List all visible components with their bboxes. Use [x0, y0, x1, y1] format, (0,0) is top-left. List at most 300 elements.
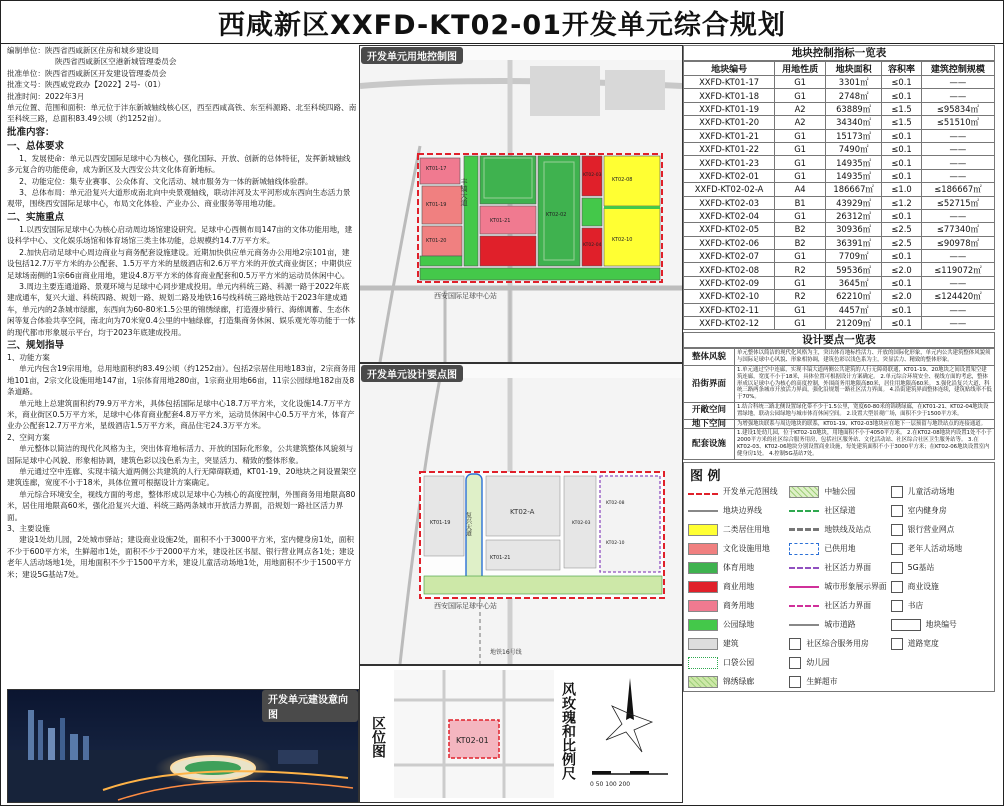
road-label: 丰镐大道	[460, 178, 468, 206]
legend-label: 已供用地	[824, 544, 856, 554]
legend-item	[688, 540, 787, 558]
meta-line: 单元位置、范围和面积：单元位于沣东新城轴线核心区，西至西咸高铁、东至科源路、北至科统四路、南至科统三路，总面积83.49公顷（约1252亩）。	[7, 103, 357, 124]
paragraph: 2、功能定位：集专业赛事、公众体育、文化活动、城市服务为一体的新城轴线体验群。	[19, 176, 313, 186]
table-cell: 14935㎡	[826, 156, 882, 169]
legend-swatch	[891, 486, 903, 498]
design-points-map	[359, 363, 683, 665]
section-heading: 批准内容：	[7, 126, 55, 138]
table-cell: 21209㎡	[826, 317, 882, 330]
sub-heading: 3、主要设施	[7, 524, 50, 534]
location-map	[394, 670, 554, 798]
design-value: 为增强地块联系与周边地块的联系，KT01-19、KT02-03地块应在地下一层预留与地铁站点的连接通道。	[735, 419, 995, 429]
legend-label: 幼儿园	[806, 658, 830, 668]
meta-line: 编制单位：陕西省西咸新区住房和城乡建设局	[7, 46, 159, 55]
legend-item	[789, 559, 888, 577]
parcel-label: KT01-21	[490, 555, 511, 561]
legend-label: 社区活力界面	[824, 601, 872, 611]
legend-label: 商业设施	[907, 582, 939, 592]
road-label: 复兴大道	[464, 512, 472, 536]
legend-label: 城市形象展示界面	[824, 582, 887, 592]
legend-label: 老年人活动场地	[907, 544, 963, 554]
legend-swatch	[688, 562, 718, 574]
table-cell: XXFD-KT02-05	[684, 223, 775, 236]
parcel-green	[420, 256, 462, 266]
table-cell: XXFD-KT01-21	[684, 129, 775, 142]
right-column	[683, 45, 999, 801]
legend-swatch	[789, 676, 801, 688]
table-cell: XXFD-KT02-12	[684, 317, 775, 330]
table-cell: ≤2.5	[882, 236, 922, 249]
table-cell: 30936㎡	[826, 223, 882, 236]
legend-label: 锦绣绿廊	[723, 677, 755, 687]
table-row	[684, 276, 995, 289]
parcel-label: KT02-A	[510, 508, 535, 516]
legend-item	[688, 559, 787, 577]
legend-label: 城市道路	[824, 620, 856, 630]
table-cell: ——	[921, 76, 994, 89]
table-row	[684, 129, 995, 142]
design-row	[684, 366, 995, 403]
legend-swatch	[688, 657, 718, 669]
meta-line: 陕西省西咸新区空港新城管理委员会	[55, 57, 177, 67]
table-cell: XXFD-KT02-02-A	[684, 183, 775, 196]
table-cell: XXFD-KT02-06	[684, 236, 775, 249]
design-key: 地下空间	[684, 419, 735, 429]
legend-item	[891, 673, 990, 691]
legend-label: 室内健身房	[907, 506, 947, 516]
table-cell: ——	[921, 250, 994, 263]
table-cell: ≤124420㎡	[921, 290, 994, 303]
table-cell: XXFD-KT02-04	[684, 209, 775, 222]
table-cell: A4	[775, 183, 826, 196]
table-cell: G1	[775, 276, 826, 289]
table-cell: G1	[775, 89, 826, 102]
paragraph: 单元综合环境安全，视线方面的考虑，整体形成以足球中心为核心的高度控制，外围商务用地限高80米，居住用地限高60米，强化沿复兴大道、科统三路两条城市开放活力界面，沿规划一路社区活力界面。	[7, 489, 356, 522]
table-cell: G1	[775, 129, 826, 142]
table-cell: ——	[921, 317, 994, 330]
table-cell: XXFD-KT02-01	[684, 169, 775, 182]
table-cell: A2	[775, 116, 826, 129]
parcel-label: KT02-08	[606, 501, 625, 506]
table-cell: XXFD-KT01-19	[684, 102, 775, 115]
table-cell: 4457㎡	[826, 303, 882, 316]
table-cell: 63889㎡	[826, 102, 882, 115]
table-cell: 15173㎡	[826, 129, 882, 142]
parcel-label: KT02-04	[583, 243, 602, 248]
table-cell: ——	[921, 129, 994, 142]
table-cell: R2	[775, 263, 826, 276]
table-cell: G1	[775, 156, 826, 169]
table-cell: 34340㎡	[826, 116, 882, 129]
table-cell: ≤0.1	[882, 209, 922, 222]
paragraph: 单元地上总建筑面积约79.9万平方米，具体包括国际足球中心18.7万平方米，文化设施14.7万平方米，商业街区0.5万平方米，足球中心体育商业配套4.8万平方米，运动员休闲中心0.5万平方米，体育产业办公配套12.7万平方米，星级酒店1.5万平方米，商品住宅24.3万平方米。	[7, 398, 355, 431]
table-cell: ——	[921, 142, 994, 155]
legend-swatch	[688, 676, 718, 688]
design-table	[683, 348, 995, 459]
table-cell: XXFD-KT02-03	[684, 196, 775, 209]
paragraph: 1、发展使命：单元以西安国际足球中心为核心，强化国际、开放、创新的总体特征，发挥新城轴线多元复合的功能使命，成为新区及大西安公共文化体育新地标。	[7, 153, 351, 175]
table-cell: ——	[921, 89, 994, 102]
table-row	[684, 183, 995, 196]
table-cell: G1	[775, 209, 826, 222]
table-cell: G1	[775, 250, 826, 263]
table-cell: ——	[921, 156, 994, 169]
table-cell: XXFD-KT02-09	[684, 276, 775, 289]
col-header: 地块编号	[684, 62, 775, 76]
sub-heading: 2、空间方案	[7, 432, 50, 442]
scale-labels: 0 50 100 200	[590, 781, 631, 788]
table-cell: 59536㎡	[826, 263, 882, 276]
table-cell: XXFD-KT01-18	[684, 89, 775, 102]
legend-item	[789, 597, 888, 615]
table-cell: XXFD-KT01-17	[684, 76, 775, 89]
table-cell: 7709㎡	[826, 250, 882, 263]
parcel-axis-park	[464, 156, 478, 266]
legend-label: 社区绿道	[824, 506, 856, 516]
legend-item	[688, 521, 787, 539]
table-cell: B1	[775, 196, 826, 209]
table-row	[684, 263, 995, 276]
legend-swatch	[789, 638, 801, 650]
design-value: 1.单元通过空中连廊，实现丰镐大道两侧公共建筑的人行无障碍联通，KT01-19、20地块之间设置架空建筑连廊，宽度不小于18米，具体位置可根据设计方案确定。 2.单元综合环境安全、视线方面的考虑，整体形成以足球中心为核心的高度控制，外围商务用地限高80米，居住用地限高60米。 3.强化沿复兴大道、科统三路两条城市开放活力界面，强化沿规划一路社区活力界面。 4.沿街建筑界面整体连续，建筑贴线率不低于70%。	[735, 366, 995, 403]
legend-swatch	[789, 567, 819, 569]
table-cell: ≤77340㎡	[921, 223, 994, 236]
table-row	[684, 156, 995, 169]
wind-rose-label: 风玫瑰和比例尺	[560, 682, 576, 780]
legend-item	[688, 578, 787, 596]
metro-label: 地铁16号线	[490, 649, 522, 656]
location-panel	[359, 665, 683, 803]
legend-label: 地块编号	[925, 620, 957, 630]
page-title: 西咸新区XXFD-KT02-01开发单元综合规划	[1, 1, 1003, 44]
table-cell: ≤90978㎡	[921, 236, 994, 249]
paragraph: 建设1处幼儿园，2处城市驿站；建设商业设施2处，面积不小于3000平方米，室内健身房1处，面积不少于600平方米，生鲜超市1处，面积不少于2000平方米，建设社区书屋、银行营业网点各1处；建设老年人活动场地1处，用地面积不少于1500平方米，建设儿童活动场地1处，用地面积不少于1500平方米；建设5G基站7处。	[7, 535, 355, 579]
paragraph: 1.以西安国际足球中心为核心启动周边场馆建设研究。足球中心西侧布局147亩的文体功能用地，建设科学中心、文化娱乐场馆和体育场馆三类主体功能，总规模约14.7万平方米。	[7, 224, 353, 246]
legend-label: 地块边界线	[723, 506, 762, 516]
paragraph: 3、总体布局：单元沿复兴大道形成南北向中央景观轴线，联动沣河及太平河形成东西向生态活力景观带，围绕西安国际足球中心，布局文化体验、产业办公、商业服务等用地功能。	[7, 188, 351, 209]
design-key: 配套设施	[684, 429, 735, 459]
table-cell: ——	[921, 209, 994, 222]
legend-item	[891, 502, 990, 520]
legend-item	[789, 521, 888, 539]
table-cell: 3645㎡	[826, 276, 882, 289]
table-cell: ≤2.0	[882, 290, 922, 303]
table-cell: 7490㎡	[826, 142, 882, 155]
legend-swatch	[891, 600, 903, 612]
legend-label: 5G基站	[907, 563, 935, 573]
legend-swatch	[789, 586, 819, 588]
paragraph: 单元整体以简洁的现代化风格为主，突出体育地标活力、开放的国际化形象，公共建筑整体风貌须与国际足球中心风貌、形象相协调，建筑色彩以浅色系为主，突显活力、精致的整体形象。	[7, 444, 354, 465]
parcel-label: KT01-20	[426, 238, 447, 244]
photo-tag: 开发单元建设意向图	[262, 690, 358, 722]
table-cell: R2	[775, 290, 826, 303]
design-value: 1.结合科统三路北侧设置绿化带不少于1.5公里，宽度60-80米的锦绣绿廊，在KT01-21、KT02-04地块设置绿地，联动公园绿地与城市体育休闲空间。 2.设置大型景观广场，面积不少于1500平方米。	[735, 403, 995, 420]
legend-item	[891, 483, 990, 501]
table-cell: G1	[775, 142, 826, 155]
parcel-label: KT02-03	[572, 521, 591, 526]
legend-label: 体育用地	[723, 563, 755, 573]
design-drawing	[360, 364, 682, 664]
table-header-row	[684, 62, 995, 76]
legend-swatch	[688, 524, 718, 536]
legend-label: 银行营业网点	[907, 525, 955, 535]
table-cell: ≤0.1	[882, 89, 922, 102]
col-header: 用地性质	[775, 62, 826, 76]
design-table-title: 设计要点一览表	[683, 332, 995, 348]
table-cell: XXFD-KT01-23	[684, 156, 775, 169]
table-row	[684, 89, 995, 102]
design-row	[684, 349, 995, 366]
legend-label: 开发单元范围线	[723, 487, 778, 497]
section-heading: 一、总体要求	[7, 140, 65, 152]
parcel-label: KT01-17	[426, 166, 447, 172]
legend-swatch	[688, 543, 718, 555]
legend-item	[789, 616, 888, 634]
parcel-label: KT02-10	[606, 541, 625, 546]
legend-item	[789, 635, 888, 653]
design-row	[684, 419, 995, 429]
legend-swatch	[789, 528, 819, 531]
table-cell: B2	[775, 223, 826, 236]
table-cell: ≤0.1	[882, 129, 922, 142]
table-cell: 2748㎡	[826, 89, 882, 102]
legend-item	[688, 483, 787, 501]
table-row	[684, 223, 995, 236]
legend-item	[891, 635, 990, 653]
legend-swatch	[891, 543, 903, 555]
legend-swatch	[891, 581, 903, 593]
table-cell: ≤186667㎡	[921, 183, 994, 196]
table-cell: ≤119072㎡	[921, 263, 994, 276]
legend-label: 商务用地	[723, 601, 755, 611]
table-cell: 43929㎡	[826, 196, 882, 209]
land-use-drawing	[360, 46, 682, 362]
legend-label: 社区综合服务用房	[806, 639, 869, 649]
design-key: 开敞空间	[684, 403, 735, 420]
parcel-label: KT01-21	[490, 218, 511, 224]
parcel-business	[480, 236, 536, 266]
legend-item	[688, 616, 787, 634]
table-cell: ≤0.1	[882, 156, 922, 169]
legend-swatch	[789, 486, 819, 498]
table-cell: 62210㎡	[826, 290, 882, 303]
table-row	[684, 102, 995, 115]
table-cell: G1	[775, 169, 826, 182]
indicator-table-body	[684, 76, 995, 330]
table-row	[684, 303, 995, 316]
table-row	[684, 317, 995, 330]
legend-label: 口袋公园	[723, 658, 755, 668]
legend-label: 商业用地	[723, 582, 755, 592]
map1-tag: 开发单元用地控制图	[361, 47, 463, 64]
table-cell: ≤0.1	[882, 303, 922, 316]
legend-grid	[684, 483, 994, 691]
indicator-table	[683, 61, 995, 330]
legend-swatch	[891, 638, 903, 650]
col-header: 建筑控制规模	[921, 62, 994, 76]
meta-line: 批准单位：陕西省西咸新区开发建设管理委员会	[7, 68, 167, 78]
design-row	[684, 403, 995, 420]
legend-item	[688, 654, 787, 672]
table-cell: 36391㎡	[826, 236, 882, 249]
legend-item	[688, 597, 787, 615]
design-key: 沿街界面	[684, 366, 735, 403]
table-cell: G1	[775, 303, 826, 316]
legend-item	[789, 578, 888, 596]
table-cell: ≤0.1	[882, 276, 922, 289]
table-cell: XXFD-KT02-07	[684, 250, 775, 263]
table-cell: 14935㎡	[826, 169, 882, 182]
section-heading: 三、规划指导	[7, 339, 65, 351]
col-header: 地块面积	[826, 62, 882, 76]
col-header: 容积率	[882, 62, 922, 76]
table-cell: XXFD-KT02-11	[684, 303, 775, 316]
parcel-label: KT02-02	[546, 212, 567, 218]
table-row	[684, 76, 995, 89]
wind-rose	[582, 674, 678, 794]
indicator-table-title: 地块控制指标一览表	[683, 45, 995, 61]
table-cell: ≤52715㎡	[921, 196, 994, 209]
table-cell: XXFD-KT01-20	[684, 116, 775, 129]
parcel-label: KT02-10	[612, 237, 633, 243]
stadium-station-label: 西安国际足球中心站	[434, 602, 497, 610]
table-cell: XXFD-KT02-10	[684, 290, 775, 303]
legend-item	[891, 578, 990, 596]
development-rendering	[7, 689, 359, 803]
legend-item	[789, 502, 888, 520]
table-cell: XXFD-KT02-08	[684, 263, 775, 276]
table-cell: ≤0.1	[882, 169, 922, 182]
legend-item	[688, 635, 787, 653]
table-cell: ≤1.2	[882, 196, 922, 209]
location-label: 区位图	[370, 716, 386, 758]
legend-label: 文化设施用地	[723, 544, 770, 554]
table-cell: 186667㎡	[826, 183, 882, 196]
table-row	[684, 116, 995, 129]
parcel-label: KT01-19	[426, 202, 447, 208]
table-row	[684, 142, 995, 155]
legend-swatch	[688, 619, 718, 631]
table-cell: B2	[775, 236, 826, 249]
legend-swatch	[789, 510, 819, 512]
parcel-label: KT02-03	[583, 173, 602, 178]
table-cell: 3301㎡	[826, 76, 882, 89]
parcel-green	[582, 198, 602, 226]
legend-swatch	[789, 657, 801, 669]
table-cell: XXFD-KT01-22	[684, 142, 775, 155]
table-cell: G1	[775, 317, 826, 330]
table-cell: ≤2.5	[882, 223, 922, 236]
legend-label: 道路宽度	[907, 639, 939, 649]
legend-swatch	[688, 510, 718, 512]
design-row	[684, 429, 995, 459]
land-use-map	[359, 45, 683, 363]
legend-swatch	[688, 638, 718, 650]
table-row	[684, 209, 995, 222]
legend-swatch	[789, 624, 819, 626]
legend-label: 儿童活动场地	[907, 487, 955, 497]
legend-item	[891, 540, 990, 558]
legend	[683, 462, 995, 692]
approval-text	[7, 45, 357, 801]
legend-item	[789, 673, 888, 691]
table-row	[684, 250, 995, 263]
table-cell: ≤1.5	[882, 102, 922, 115]
table-cell: 26312㎡	[826, 209, 882, 222]
table-cell: ≤0.1	[882, 317, 922, 330]
table-cell: ——	[921, 303, 994, 316]
legend-swatch	[891, 505, 903, 517]
section-heading: 二、实施重点	[7, 211, 65, 223]
legend-swatch	[789, 605, 819, 607]
legend-swatch	[891, 524, 903, 536]
table-row	[684, 290, 995, 303]
legend-item	[789, 654, 888, 672]
legend-item	[891, 654, 990, 672]
map2-tag: 开发单元设计要点图	[361, 365, 463, 382]
parcel-label: KT01-19	[430, 520, 451, 526]
design-value: 1.建设1处幼儿园，位于KT02-10地块，用地面积不小于4050平方米。 2.在KT02-08地块内设置1处不小于2000平方米的社区综合服务用房，包括社区服务站、文化活动站、社区综合社区卫生服务站等。 3.在KT02-03、KT02-06地块分别设置商业设施，每处建筑面积不小于3000平方米；在KT02-06地块设置室内健身房1处。 4.控制5G基站7处。	[735, 429, 995, 459]
paragraph: 2.加快启动足球中心周边商业与商务配套设施建设。近期加快供应单元商务办公用地2宗101亩，建设包括12.7万平方米的办公配套、1.5万平方米的星级酒店和2.6万平方米的开放式商业街区；中期供应足球场南侧的1宗66亩商业用地，建设4.8万平方米的体育商业配套和0.5万平方米的运动员休闲中心。	[7, 247, 352, 280]
table-row	[684, 196, 995, 209]
legend-label: 书店	[907, 601, 924, 611]
legend-swatch	[789, 543, 819, 555]
design-key: 整体风貌	[684, 349, 735, 366]
table-row	[684, 236, 995, 249]
paragraph: 单元内包含19宗用地，总用地面积约83.49公顷（约1252亩）。包括2宗居住用地183亩，2宗商务用地101亩，2宗文化设施用地147亩，1宗体育用地280亩，1宗商业用地66亩，11宗公园绿地182亩及8条道路。	[7, 364, 357, 397]
legend-item	[789, 483, 888, 501]
table-cell: ≤1.5	[882, 116, 922, 129]
table-cell: A2	[775, 102, 826, 115]
legend-item	[891, 597, 990, 615]
legend-item	[891, 521, 990, 539]
legend-title: 图 例	[690, 468, 721, 484]
jinxiu-greenway	[424, 576, 662, 594]
parcel-label: KT02-08	[612, 177, 633, 183]
meta-line: 批准时间：2022年3月	[7, 91, 85, 101]
table-cell: ≤51510㎡	[921, 116, 994, 129]
paragraph: 单元通过空中连廊、实现丰镐大道两侧公共建筑的人行无障碍联通，KT01-19、20地块之间设置架空建筑连廊，宽度不小于18米，具体位置可根据设计方案确定。	[7, 467, 357, 488]
table-cell: ≤0.1	[882, 250, 922, 263]
legend-item	[688, 673, 787, 691]
parcel-green-belt	[420, 268, 660, 280]
legend-item	[891, 559, 990, 577]
legend-label: 社区活力界面	[824, 563, 872, 573]
stadium-station-label: 西安国际足球中心站	[434, 292, 497, 300]
legend-item	[789, 540, 888, 558]
table-cell: ≤2.0	[882, 263, 922, 276]
legend-item	[688, 502, 787, 520]
table-cell: ≤1.0	[882, 183, 922, 196]
legend-swatch	[688, 493, 718, 495]
table-cell: ≤0.1	[882, 76, 922, 89]
table-cell: G1	[775, 76, 826, 89]
parcel-sport	[480, 156, 536, 204]
table-cell: ——	[921, 276, 994, 289]
legend-label: 二类居住用地	[723, 525, 770, 535]
meta-line: 批准文号：陕西咸党政办【2022】2号-（01）	[7, 80, 166, 90]
table-row	[684, 169, 995, 182]
legend-swatch	[891, 562, 903, 574]
legend-label: 地铁线及站点	[824, 525, 872, 535]
design-value: 单元整体以简洁的现代化风格为主，突出体育地标性活力、开放的国际化形象，单元内公共建筑整体风貌须与国际足球中心风貌、形象相协调，建筑色彩以浅色系为主，突显活力、精致的整体形象。	[735, 349, 995, 366]
legend-swatch	[688, 600, 718, 612]
sub-heading: 1、功能方案	[7, 352, 50, 362]
legend-label: 公园绿地	[723, 620, 755, 630]
table-cell: ≤0.1	[882, 142, 922, 155]
legend-item	[891, 616, 990, 634]
legend-swatch	[891, 619, 921, 631]
